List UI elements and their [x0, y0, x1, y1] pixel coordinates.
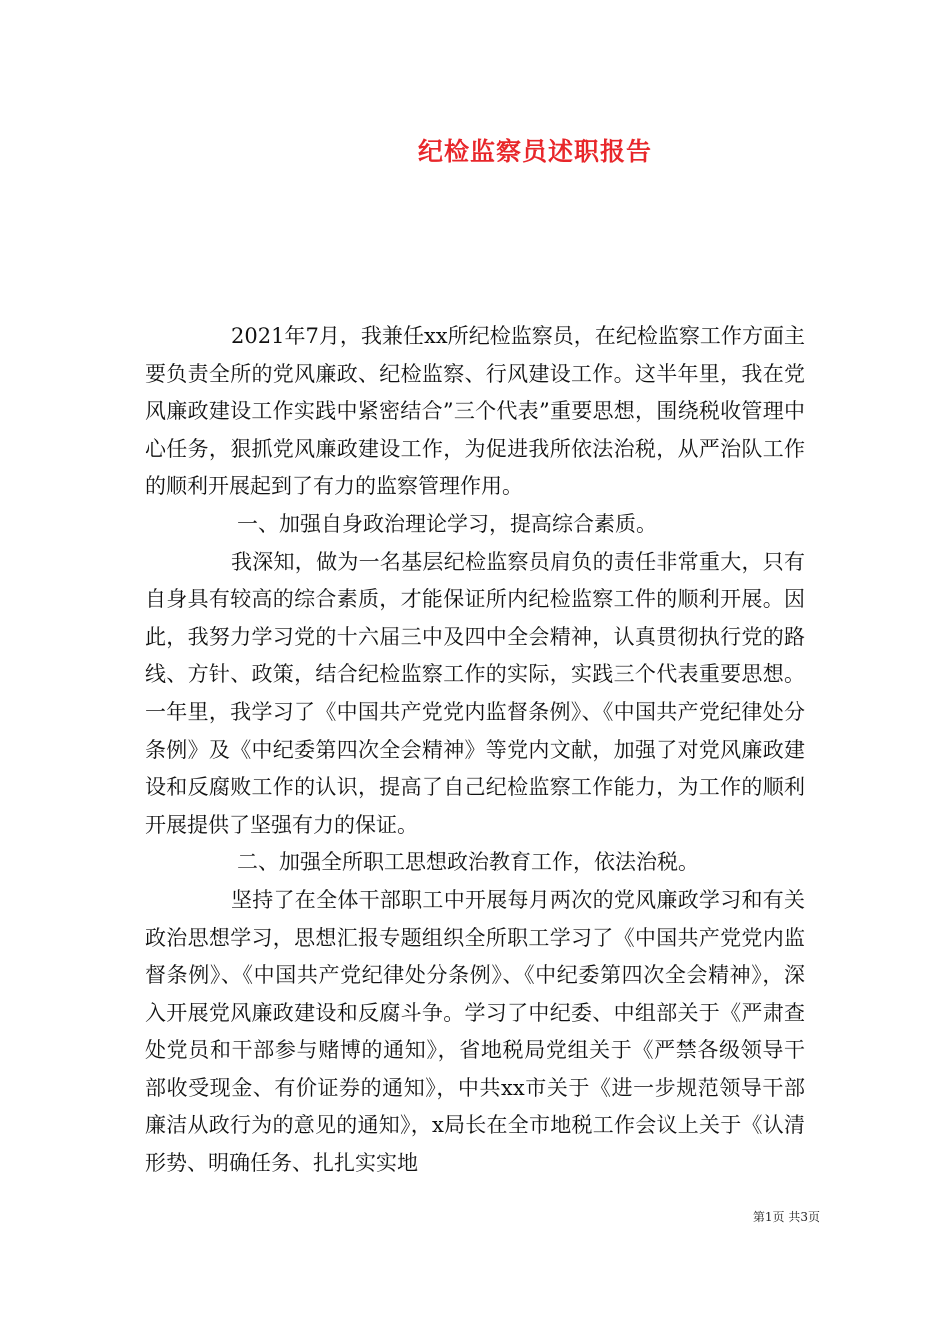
page-number-footer: 第1页 共3页 [752, 1210, 820, 1224]
paragraph-intro: 2021年7月，我兼任xx所纪检监察员，在纪检监察工作方面主要负责全所的党风廉政、纪检监察、行风建设工作。这半年里，我在党风廉政建设工作实践中紧密结合”三个代表”重要思想，围绕税收管理中心任务，狠抓党风廉政建设工作，为促进我所依法治税，从严治队工作的顺利开展起到了有力的监察管理作用。 [145, 324, 805, 499]
document-body [145, 318, 805, 1183]
section-heading-1: 一、加强自身政治理论学习，提高综合素质。 [237, 511, 657, 536]
paragraph-section-1: 我深知，做为一名基层纪检监察员肩负的责任非常重大，只有自身具有较高的综合素质，才能保证所内纪检监察工件的顺利开展。因此，我努力学习党的十六届三中及四中全会精神，认真贯彻执行党的路线、方针、政策，结合纪检监察工作的实际，实践三个代表重要思想。一年里，我学习了《中国共产党党内监督条例》、《中国共产党纪律处分条例》及《中纪委第四次全会精神》等党内文献，加强了对党风廉政建设和反腐败工作的认识，提高了自己纪检监察工作能力，为工作的顺利开展提供了坚强有力的保证。 [145, 549, 805, 837]
document-title: 纪检监察员述职报告 [417, 137, 652, 166]
paragraph-section-2: 坚持了在全体干部职工中开展每月两次的党风廉政学习和有关政治思想学习，思想汇报专题组织全所职工学习了《中国共产党党内监督条例》、《中国共产党纪律处分条例》、《中纪委第四次全会精神》，深入开展党风廉政建设和反腐斗争。学习了中纪委、中组部关于《严肃查处党员和干部参与赌博的通知》，省地税局党组关于《严禁各级领导干部收受现金、有价证券的通知》，中共xx市关于《进一步规范领导干部廉洁从政行为的意见的通知》，x局长在全市地税工作会议上关于《认清形势、明确任务、扎扎实实地 [145, 887, 805, 1176]
section-heading-2: 二、加强全所职工思想政治教育工作，依法治税。 [237, 850, 699, 875]
